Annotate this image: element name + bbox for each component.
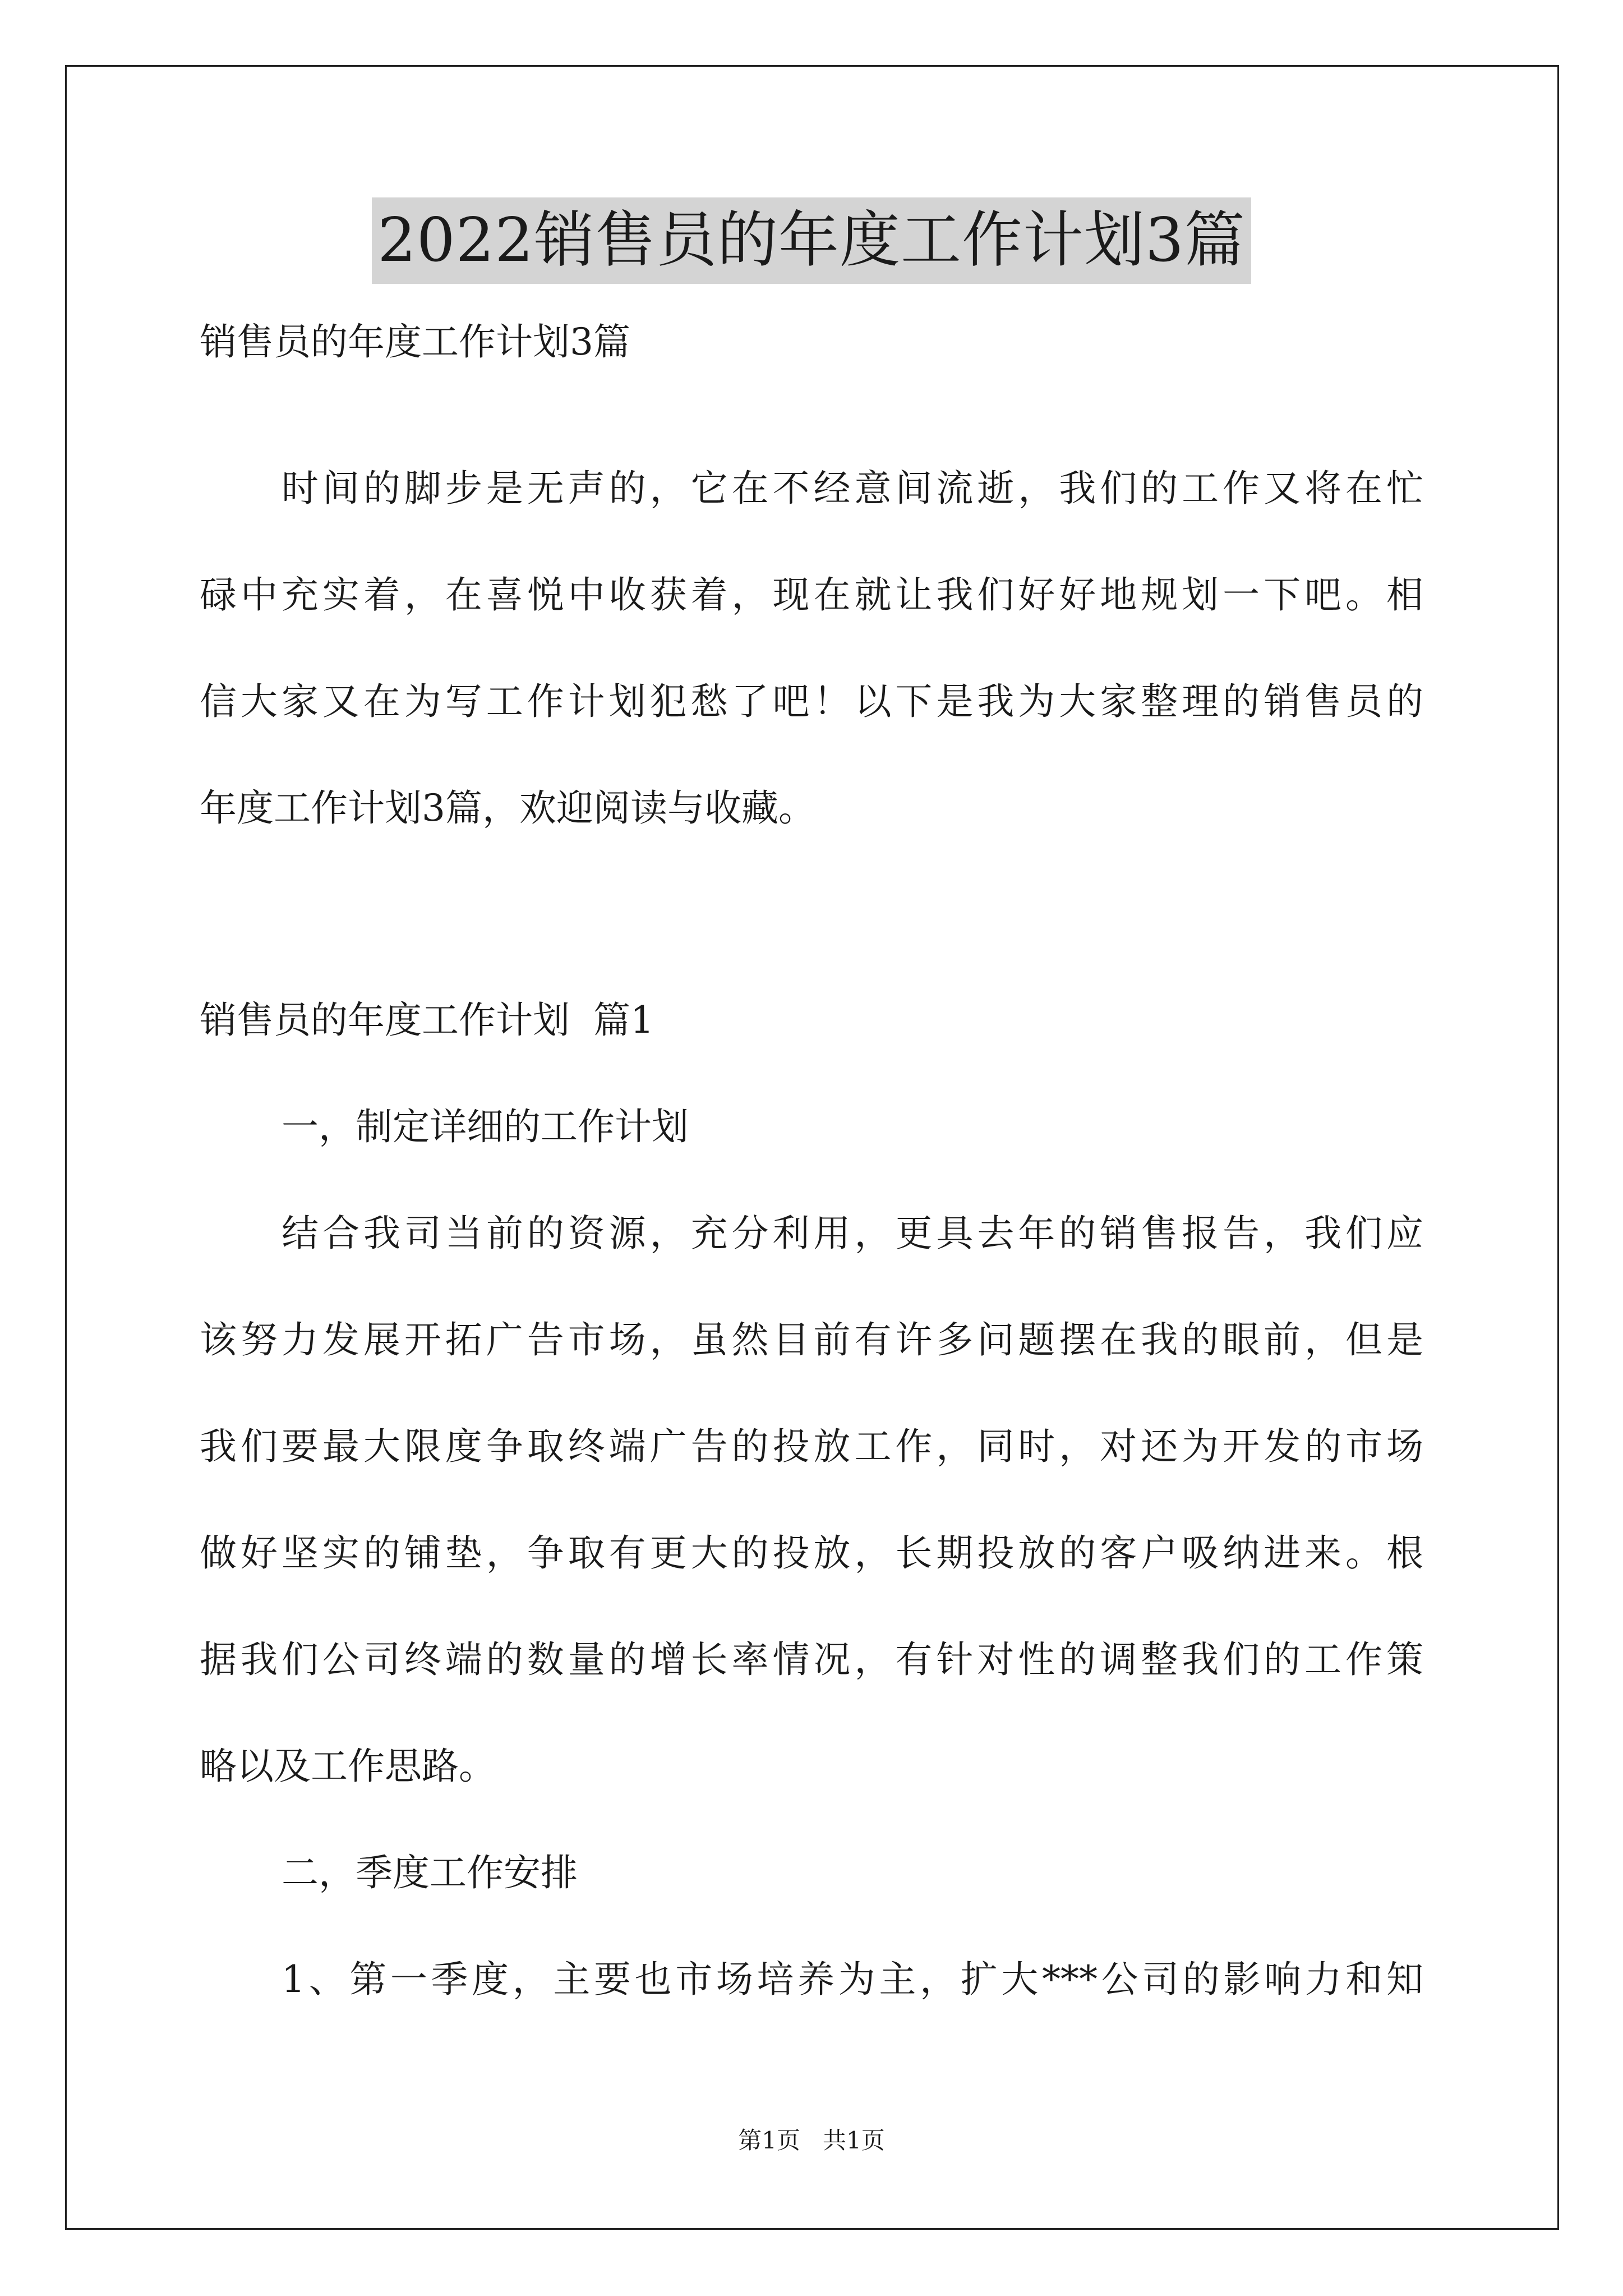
para-2-line-1: 1、第一季度，主要也市场培养为主，扩大***公司的影响力和知 [282,1958,1423,2001]
heading-1: 一，制定详细的工作计划 [282,1105,689,1148]
page-number-footer: 第1页 共1页 [738,2127,885,2154]
document-title [0,197,1623,284]
document-subtitle: 销售员的年度工作计划3篇 [200,320,630,364]
intro-line-2: 碌中充实着，在喜悦中收获着，现在就让我们好好地规划一下吧。相 [200,573,1423,616]
intro-line-1: 时间的脚步是无声的，它在不经意间流逝，我们的工作又将在忙 [282,467,1423,510]
intro-line-4: 年度工作计划3篇，欢迎阅读与收藏。 [200,786,815,830]
document-title-text: 2022销售员的年度工作计划3篇 [372,197,1251,284]
para-1-line-1: 结合我司当前的资源，充分利用，更具去年的销售报告，我们应 [282,1212,1423,1255]
para-1-line-5: 据我们公司终端的数量的增长率情况，有针对性的调整我们的工作策 [200,1638,1423,1681]
heading-2: 二，季度工作安排 [282,1851,578,1894]
para-1-line-3: 我们要最大限度争取终端广告的投放工作，同时，对还为开发的市场 [200,1425,1423,1468]
para-1-line-6: 略以及工作思路。 [200,1745,496,1788]
para-1-line-2: 该努力发展开拓广告市场，虽然目前有许多问题摆在我的眼前，但是 [200,1318,1423,1361]
section-1-title: 销售员的年度工作计划 篇1 [200,999,654,1042]
intro-line-3: 信大家又在为写工作计划犯愁了吧！以下是我为大家整理的销售员的 [200,680,1423,723]
para-1-line-4: 做好坚实的铺垫，争取有更大的投放，长期投放的客户吸纳进来。根 [200,1531,1423,1575]
